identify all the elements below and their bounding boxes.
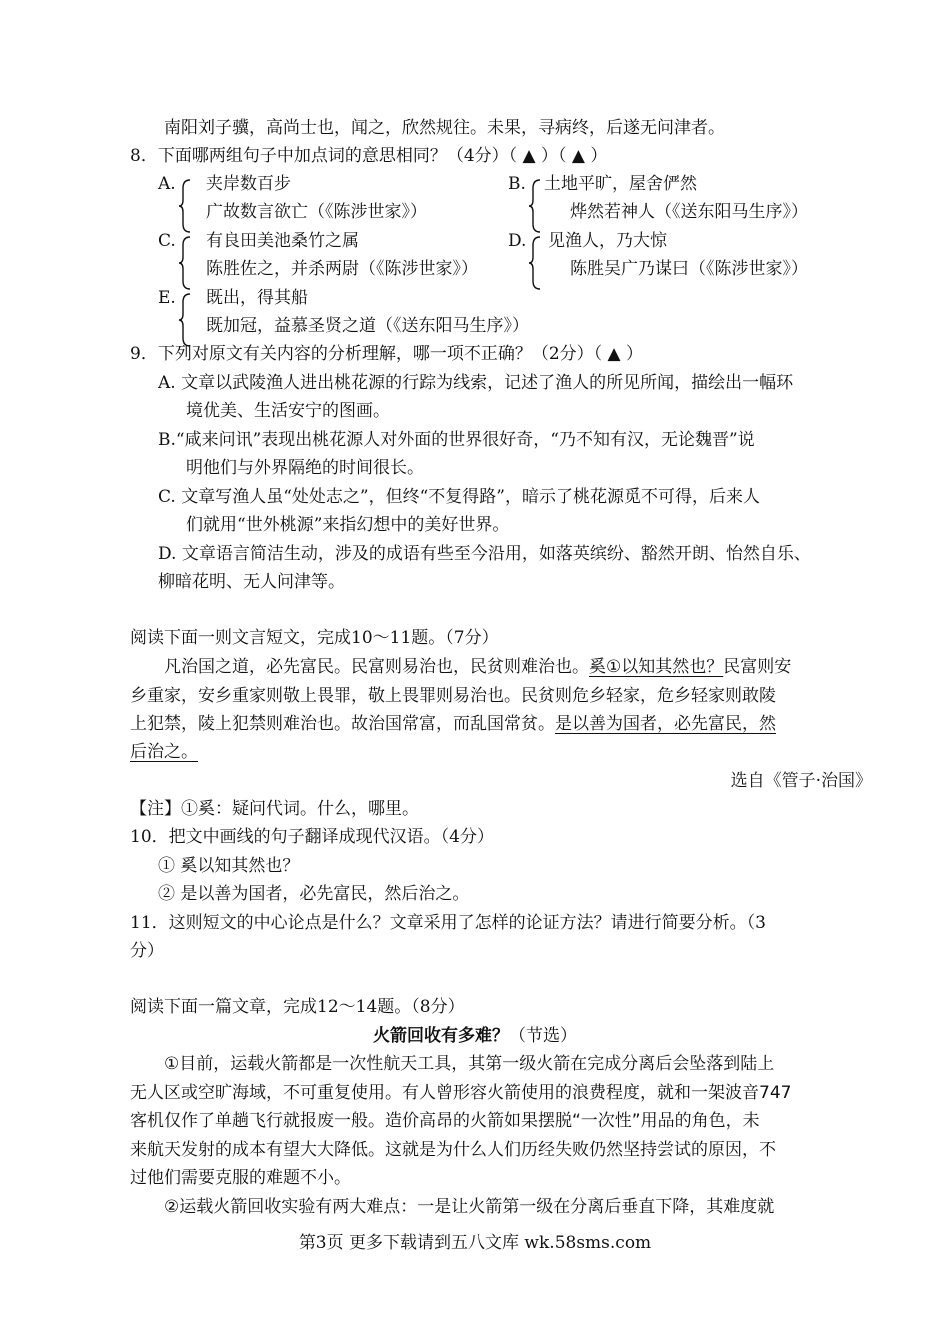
annotation-note: 【注】①奚：疑问代词。什么，哪里。 bbox=[130, 799, 419, 819]
question-10-item-2: ② 是以善为国者，必先富民，然后治之。 bbox=[158, 884, 470, 904]
q9-option-a-line1: A. 文章以武陵渔人进出桃花源的行踪为线索，记述了渔人的所见所闻，描绘出一幅环 bbox=[158, 373, 794, 393]
option-b-label: B. bbox=[508, 174, 526, 194]
option-e-line2: 既加冠，益慕圣贤之道（《送东阳马生序》） bbox=[206, 316, 529, 336]
q9-option-d-line2: 柳暗花明、无人问津等。 bbox=[158, 572, 345, 592]
option-e-line1: 既出，得其船 bbox=[206, 288, 308, 308]
underlined-sentence-1: 奚①以知其然也？ bbox=[589, 657, 724, 677]
option-c-line1: 有良田美池桑竹之属 bbox=[206, 231, 359, 251]
passage-line bbox=[164, 656, 791, 678]
passage-line bbox=[130, 713, 776, 735]
option-a-label: A. bbox=[158, 174, 176, 194]
q9-option-d-line1: D. 文章语言简洁生动，涉及的成语有些至今沿用，如落英缤纷、豁然开朗、怡然自乐、 bbox=[158, 544, 811, 564]
option-c-line2: 陈胜佐之，并杀两尉（《陈涉世家》） bbox=[206, 259, 478, 279]
reading-intro-10-11: 阅读下面一则文言短文，完成10～11题。（7分） bbox=[130, 628, 499, 648]
passage-source: 选自《管子·治国》 bbox=[730, 771, 872, 791]
article-title bbox=[0, 1025, 950, 1047]
question-11-stem-cont: 分） bbox=[130, 941, 164, 961]
option-d-label: D. bbox=[508, 231, 527, 251]
brace-d bbox=[528, 235, 542, 291]
option-c-label: C. bbox=[158, 231, 176, 251]
article-line: 过他们需要克服的难题不小。 bbox=[130, 1168, 351, 1188]
q9-option-c-line2: 们就用“世外桃源”来指幻想中的美好世界。 bbox=[186, 515, 510, 535]
question-11-stem: 11．这则短文的中心论点是什么？文章采用了怎样的论证方法？请进行简要分析。（3 bbox=[130, 913, 766, 933]
question-8-stem: 8．下面哪两组句子中加点词的意思相同？（4分）（ ▲ ）（ ▲ ） bbox=[130, 146, 608, 166]
option-a-line2: 广故数言欲亡（《陈涉世家》） bbox=[206, 202, 427, 222]
passage-text: 凡治国之道，必先富民。民富则易治也，民贫则难治也。 bbox=[164, 657, 589, 677]
q9-option-b-line1: B.“咸来问讯”表现出桃花源人对外面的世界很好奇，“乃不知有汉，无论魏晋”说 bbox=[158, 430, 755, 450]
brace-a bbox=[178, 178, 192, 234]
brace-b bbox=[528, 178, 542, 234]
question-10-item-1: ① 奚以知其然也？ bbox=[158, 856, 300, 876]
article-line: ①目前，运载火箭都是一次性航天工具，其第一级火箭在完成分离后会坠落到陆上 bbox=[164, 1054, 775, 1074]
q9-option-a-line2: 境优美、生活安宁的图画。 bbox=[186, 401, 390, 421]
option-b-line1: 土地平旷，屋舍俨然 bbox=[544, 174, 697, 194]
option-d-line2: 陈胜吴广乃谋曰（《陈涉世家》） bbox=[570, 259, 808, 279]
passage-line: 南阳刘子骥，高尚士也，闻之，欣然规往。未果，寻病终，后遂无问津者。 bbox=[164, 118, 725, 138]
q9-option-c-line1: C. 文章写渔人虽“处处志之”，但终“不复得路”，暗示了桃花源觅不可得，后来人 bbox=[158, 487, 760, 507]
article-title-note: （节选） bbox=[509, 1026, 577, 1046]
passage-line: 乡重家，安乡重家则敬上畏罪，敬上畏罪则易治也。民贫则危乡轻家，危乡轻家则敢陵 bbox=[130, 686, 776, 706]
passage-text: 民富则安 bbox=[723, 657, 792, 677]
option-b-line2: 烨然若神人（《送东阳马生序》） bbox=[570, 202, 808, 222]
underlined-sentence-2-end: 后治之。 bbox=[130, 742, 198, 762]
q9-option-b-line2: 明他们与外界隔绝的时间很长。 bbox=[186, 458, 424, 478]
page-footer: 第3页 更多下载请到五八文库 wk.58sms.com bbox=[298, 1233, 652, 1253]
question-10-stem: 10．把文中画线的句子翻译成现代汉语。（4分） bbox=[130, 827, 494, 847]
article-title-text: 火箭回收有多难？ bbox=[373, 1026, 509, 1046]
article-line: 来航天发射的成本有望大大降低。这就是为什么人们历经失败仍然坚持尝试的原因，不 bbox=[130, 1140, 776, 1160]
passage-line bbox=[130, 741, 198, 763]
reading-intro-12-14: 阅读下面一篇文章，完成12～14题。（8分） bbox=[130, 997, 465, 1017]
brace-e bbox=[178, 292, 192, 348]
question-9-stem: 9．下列对原文有关内容的分析理解，哪一项不正确？（2分）（ ▲ ） bbox=[130, 344, 644, 364]
option-d-line1: 见渔人，乃大惊 bbox=[548, 231, 667, 251]
article-line: ②运载火箭回收实验有两大难点：一是让火箭第一级在分离后垂直下降，其难度就 bbox=[164, 1197, 775, 1217]
underlined-sentence-2: 是以善为国者，必先富民，然 bbox=[555, 714, 776, 734]
article-line: 无人区或空旷海域，不可重复使用。有人曾形容火箭使用的浪费程度，就和一架波音747 bbox=[130, 1083, 792, 1103]
option-a-line1: 夹岸数百步 bbox=[206, 174, 291, 194]
passage-text: 上犯禁，陵上犯禁则难治也。故治国常富，而乱国常贫。 bbox=[130, 714, 555, 734]
brace-c bbox=[178, 235, 192, 291]
article-line: 客机仅作了单趟飞行就报废一般。造价高昂的火箭如果摆脱“一次性”用品的角色，未 bbox=[130, 1111, 760, 1131]
option-e-label: E. bbox=[158, 288, 176, 308]
